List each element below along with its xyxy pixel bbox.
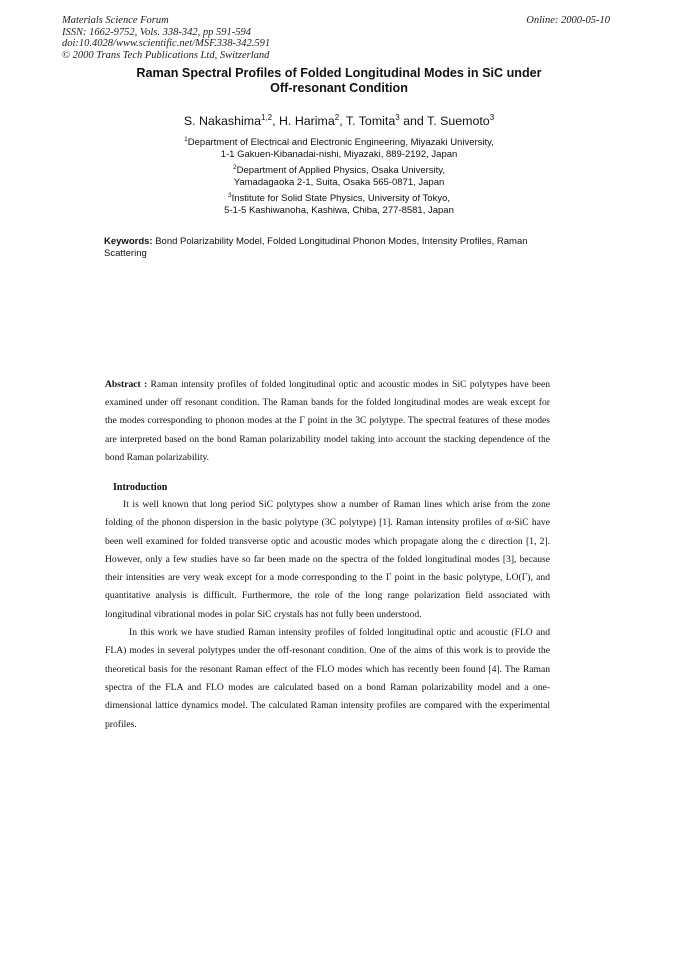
introduction-paragraph: It is well known that long period SiC polytypes show a number of Raman lines which arise from the zone folding of the phonon dispersion in the basic polytype (3C polytype) [1]. Raman intensity profiles of α-SiC have been well examined for folded transverse optic and acoustic modes which propagate along the c direction [1, 2]. However, only a few studies have so far been made on the spectra of the folded longitudinal modes [3], because their intensities are very weak except for a mode corresponding to the Γ point in the basic polytype, LO(Γ), and quantitative analysis is difficult. Furthermore, the role of the long range polarization field associated with longitudinal vibrational modes in polar SiC crystals has not fully been understood. <box>105 499 550 620</box>
author-separator: , <box>339 114 346 129</box>
abstract <box>105 376 550 467</box>
introduction-body <box>105 496 550 734</box>
journal-name: Materials Science Forum <box>62 15 169 26</box>
introduction-paragraph: In this work we have studied Raman intensity profiles of folded longitudinal optic and acoustic (FLO and FLA) modes in several polytypes under the off-resonant condition. One of the aims of this work is to provide the theoretical basis for the resonant Raman effect of the FLO modes which has recently been found [4]. The Raman spectra of the FLA and FLO modes are calculated based on a bond Raman polarizability model and a one-dimensional lattice dynamics model. The calculated Raman intensity profiles are compared with the experimental profiles. <box>105 627 550 730</box>
publication-info <box>62 15 270 61</box>
author-name: S. Nakashima <box>183 114 261 129</box>
affiliation-line: Yamadagaoka 2-1, Suita, Osaka 565-0871, Japan <box>233 177 445 189</box>
introduction-heading: Introduction <box>113 482 168 493</box>
affiliation-number: 3 <box>227 192 232 199</box>
author-affiliation-mark: 3 <box>395 113 400 122</box>
author-separator: , <box>272 114 279 129</box>
author-list <box>0 113 678 128</box>
affiliation-2 <box>0 162 678 189</box>
keywords <box>104 236 544 259</box>
issn-line: ISSN: 1662-9752, Vols. 338-342, pp 591-594 <box>62 26 251 38</box>
affiliation-3 <box>0 190 678 217</box>
copyright-line: © 2000 Trans Tech Publications Ltd, Switzerland <box>62 49 270 61</box>
author-name: T. Suemoto <box>427 114 490 129</box>
title-line-1: Raman Spectral Profiles of Folded Longitudinal Modes in SiC under <box>136 66 542 80</box>
affiliation-number: 1 <box>184 136 188 143</box>
doi-line: doi:10.4028/www.scientific.net/MSF.338-342.591 <box>62 38 271 49</box>
abstract-text: Raman intensity profiles of folded longitudinal optic and acoustic modes in SiC polytypes have been examined under off resonant condition. The Raman bands for the folded longitudinal modes are weak except for the modes corresponding to phonon modes at the Γ point in the 3C polytype. The spectral features of these modes are interpreted based on the bond Raman polarizability model taking into account the stacking dependence of the bond Raman polarizability. <box>105 379 550 463</box>
keywords-label: Keywords: <box>104 236 153 247</box>
affiliation-number: 2 <box>232 164 237 171</box>
affiliation-line: Department of Applied Physics, Osaka University, <box>236 165 445 177</box>
affiliation-line: 5-1-5 Kashiwanoha, Kashiwa, Chiba, 277-8581, Japan <box>224 205 454 217</box>
author-name: T. Tomita <box>345 114 396 129</box>
keywords-text: Bond Polarizability Model, Folded Longitudinal Phonon Modes, Intensity Profiles, Raman Scattering <box>104 236 528 259</box>
affiliation-line: Institute for Solid State Physics, University of Tokyo, <box>231 193 451 205</box>
affiliation-line: 1-1 Gakuen-Kibanadai-nishi, Miyazaki, 889-2192, Japan <box>220 149 458 161</box>
author-affiliation-mark: 2 <box>334 113 340 122</box>
author-separator: and <box>399 114 428 129</box>
author-affiliation-mark: 3 <box>489 113 495 122</box>
affiliation-1 <box>0 134 678 161</box>
affiliation-line: Department of Electrical and Electronic Engineering, Miyazaki University, <box>187 137 494 149</box>
online-date: Online: 2000-05-10 <box>526 15 610 26</box>
author-affiliation-mark: 1,2 <box>260 113 273 122</box>
paper-title <box>0 66 678 96</box>
title-line-2: Off-resonant Condition <box>270 81 408 95</box>
author-name: H. Harima <box>278 114 335 129</box>
abstract-label: Abstract : <box>105 379 148 390</box>
